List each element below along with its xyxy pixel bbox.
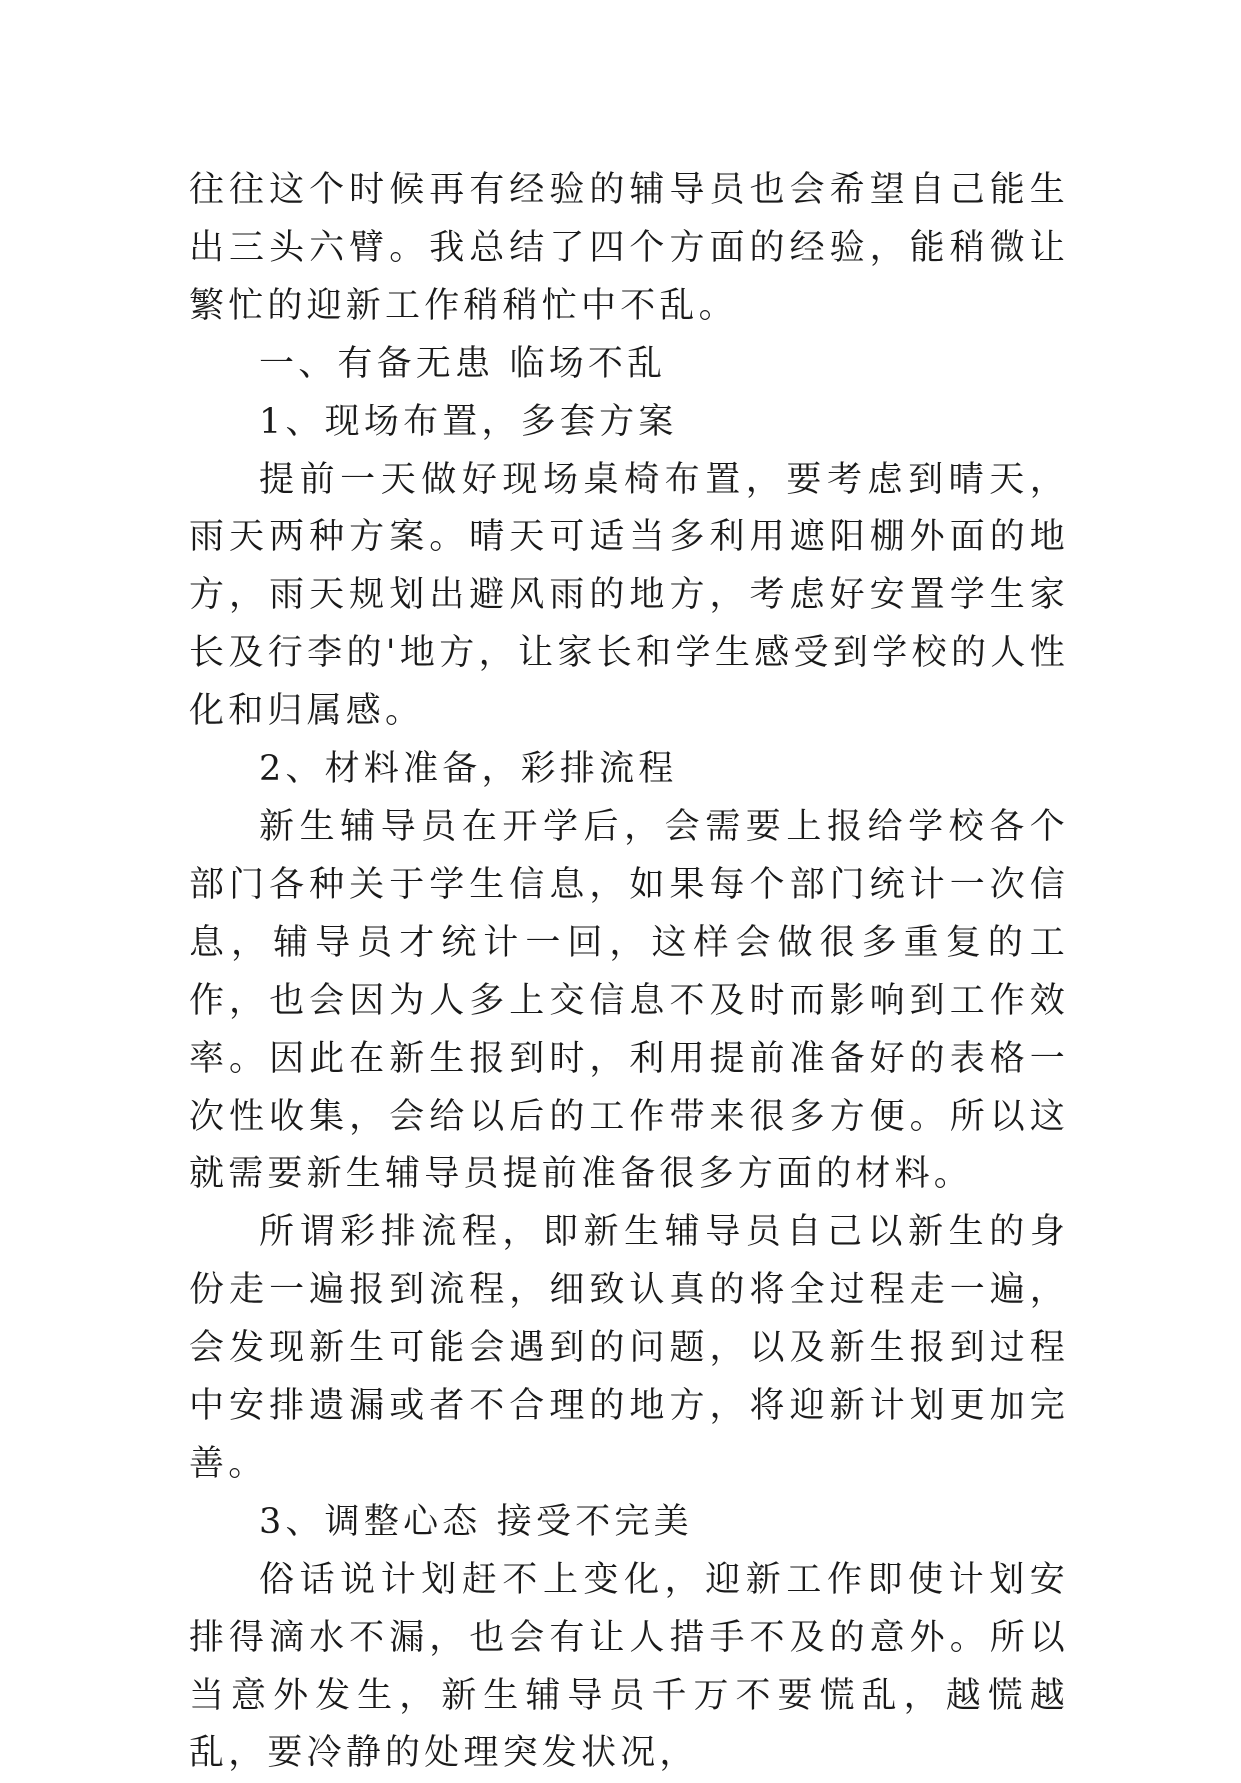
paragraph-rehearsal: 所谓彩排流程，即新生辅导员自己以新生的身份走一遍报到流程，细致认真的将全过程走一遍，会发现新生可能会遇到的问题，以及新生报到过程中安排遗漏或者不合理的地方，将迎新计划更加完善。 xyxy=(189,1212,1069,1484)
paragraph-venue-layout: 提前一天做好现场桌椅布置，要考虑到晴天，雨天两种方案。晴天可适当多利用遮阳棚外面的地方，雨天规划出避风雨的地方，考虑好安置学生家长及行李的'地方，让家长和学生感受到学校的人性化和归属感。 xyxy=(189,459,1069,732)
subheading-1: 1、现场布置，多套方案 xyxy=(259,401,678,442)
subheading-3: 3、调整心态 接受不完美 xyxy=(259,1501,693,1542)
section-heading-1: 一、有备无患 临场不乱 xyxy=(259,343,667,384)
document-body xyxy=(189,162,1069,1783)
paragraph-mindset: 俗话说计划赶不上变化，迎新工作即使计划安排得滴水不漏，也会有让人措手不及的意外。所以当意外发生，新生辅导员千万不要慌乱，越慌越乱，要冷静的处理突发状况， xyxy=(189,1559,1069,1774)
paragraph-intro-continued: 往往这个时候再有经验的辅导员也会希望自己能生出三头六臂。我总结了四个方面的经验，能稍微让繁忙的迎新工作稍稍忙中不乱。 xyxy=(189,170,1069,326)
paragraph-materials: 新生辅导员在开学后，会需要上报给学校各个部门各种关于学生信息，如果每个部门统计一次信息，辅导员才统计一回，这样会做很多重复的工作，也会因为人多上交信息不及时而影响到工作效率。因此在新生报到时，利用提前准备好的表格一次性收集，会给以后的工作带来很多方便。所以这就需要新生辅导员提前准备很多方面的材料。 xyxy=(189,806,1069,1195)
subheading-2: 2、材料准备，彩排流程 xyxy=(259,749,678,790)
